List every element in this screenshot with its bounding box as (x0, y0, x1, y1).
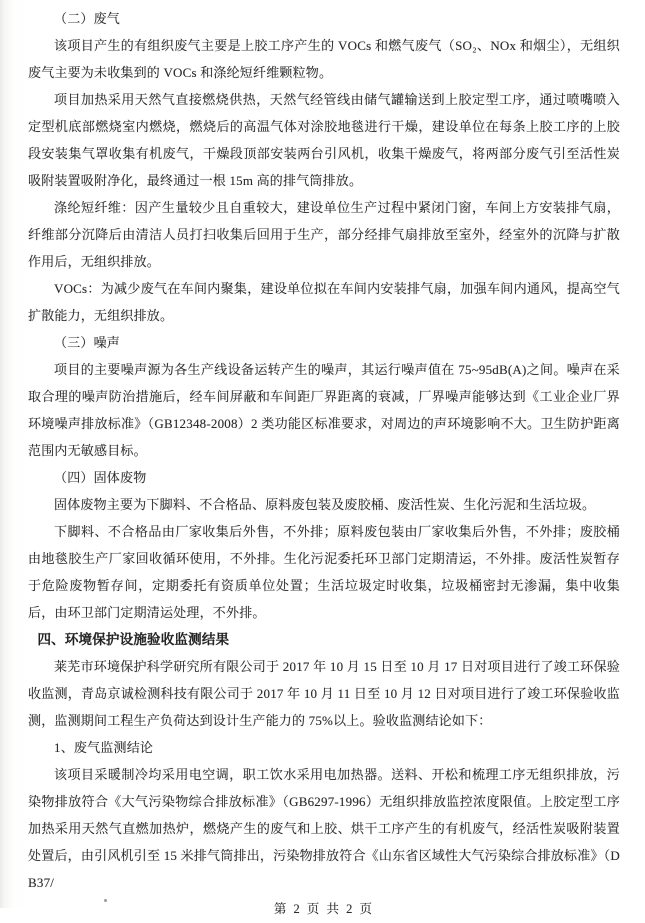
para-noise: 项目的主要噪声源为各生产线设备运转产生的噪声，其运行噪声值在 75~95dB(A)之间。噪声在采取合理的噪声防治措施后，经车间屏蔽和车间距厂界距离的衰减，厂界噪声能够达到《工业企业厂界环境噪声排放标准》（GB12348-2008）2 类功能区标准要求，对周边的声环境影响不大。卫生防护距离范围内无敏感目标。 (28, 362, 620, 458)
para-polyester-fiber: 涤纶短纤维：因产生量较少且自重较大，建设单位生产过程中紧闭门窗，车间上方安装排气扇，纤维部分沉降后由清洁人员打扫收集后回用于生产，部分经排气扇排放至室外，经室外的沉降与扩散作用后，无组织排放。 (28, 200, 620, 269)
page-number-footer: 第 2 页 共 2 页 (273, 902, 375, 916)
para-heating-process: 项目加热采用天然气直接燃烧供热，天然气经管线由储气罐输送到上胶定型工序，通过喷嘴喷入定型机底部燃烧室内燃烧，燃烧后的高温气体对涂胶地毯进行干燥，建设单位在每条上胶工序的上胶段安装集气罩收集有机废气，干燥段顶部安装两台引风机，收集干燥废气，将两部分废气引至活性炭吸附装置吸附净化，最终通过一根 15m 高的排气筒排放。 (28, 92, 620, 188)
subsection-heading-noise: （三）噪声 (54, 335, 121, 350)
subsection-heading-solid-waste: （四）固体废物 (54, 470, 147, 485)
subsection-heading-exhaust-gas: （二）废气 (54, 11, 121, 26)
para-monitoring-organizations: 莱芜市环境保护科学研究所有限公司于 2017 年 10 月 15 日至 10 月 17 日对项目进行了竣工环保验收监测，青岛京诚检测科技有限公司于 2017 年 10 月 11 日至 10 月 12 日对项目进行了竣工环保验收监测，监测期间工程生产负荷达到设计生产能力的 75%以上。验收监测结论如下： (28, 659, 620, 728)
scan-speck-artifact (104, 899, 107, 902)
para-vocs-measures: VOCs：为减少废气在车间内聚集，建设单位拟在车间内安装排气扇，加强车间内通风，提高空气扩散能力，无组织排放。 (28, 281, 620, 323)
para-solid-waste-disposal: 下脚料、不合格品由厂家收集后外售，不外排；原料废包装由厂家收集后外售，不外排；废胶桶由地毯胶生产厂家回收循环使用，不外排。生化污泥委托环卫部门定期清运，不外排。废活性炭暂存于危险废物暂存间，定期委托有资质单位处置；生活垃圾定时收集，垃圾桶密封无渗漏，集中收集后，由环卫部门定期清运处理，不外排。 (28, 524, 620, 620)
para-waste-gas-conclusion: 该项目采暖制冷均采用电空调，职工饮水采用电加热器。送料、开松和梳理工序无组织排放，污染物排放符合《大气污染物综合排放标准》（GB6297-1996）无组织排放监控浓度限值。上胶定型工序加热采用天然气直燃加热炉，燃烧产生的废气和上胶、烘干工序产生的有机废气，经活性炭吸附装置处置后，由引风机引至 15 米排气筒排出，污染物排放符合《山东省区域性大气污染综合排放标准》（DB37/ (28, 767, 620, 890)
para-waste-gas-conclusion-title: 1、废气监测结论 (54, 740, 154, 755)
section-heading-acceptance-results: 四、环境保护设施验收监测结果 (37, 632, 230, 647)
para-exhaust-overview: 该项目产生的有组织废气主要是上胶工序产生的 VOCs 和燃气废气（SO₂、NOx 和烟尘），无组织废气主要为未收集到的 VOCs 和涤纶短纤维颗粒物。 (28, 38, 620, 80)
para-solid-waste-types: 固体废物主要为下脚料、不合格品、原料废包装及废胶桶、废活性炭、生化污泥和生活垃圾。 (54, 497, 596, 512)
